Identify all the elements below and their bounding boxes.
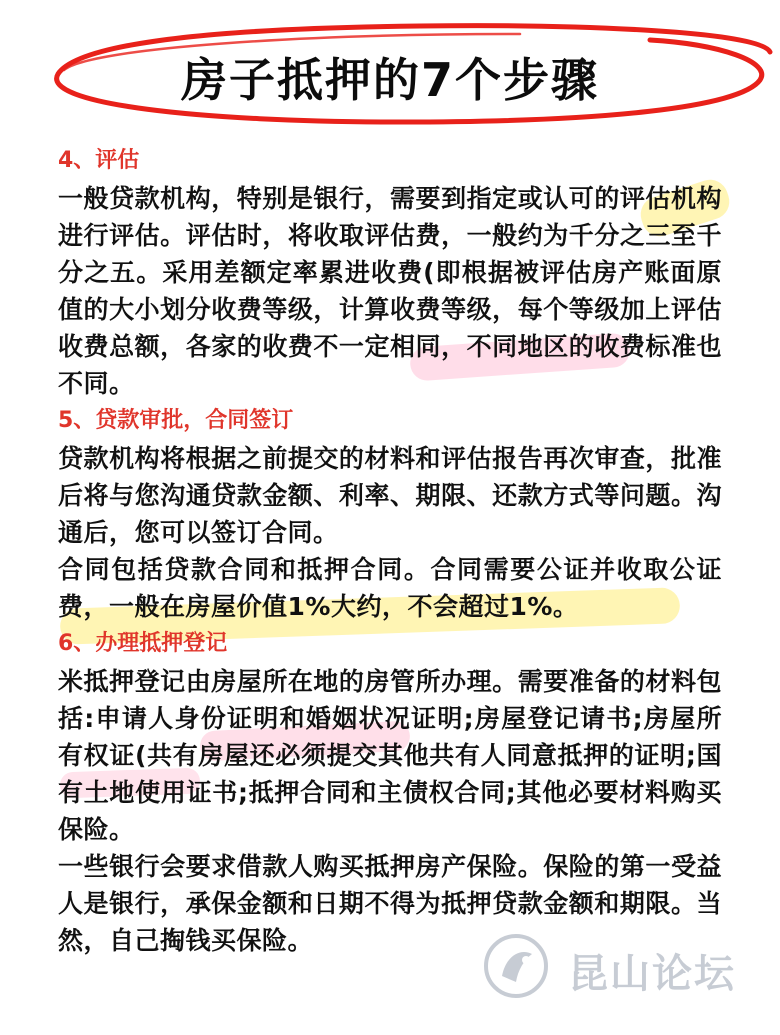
section-heading: 5、贷款审批，合同签订 xyxy=(58,408,294,433)
paragraph: 米抵押登记由房屋所在地的房管所办理。需要准备的材料包括:申请人身份证明和婚姻状况证明;房屋登记请书;房屋所有权证(共有房屋还必须提交其他共有人同意抵押的证明;国有土地使用证书;抵押合同和主债权合同;其他必要材料购买保险。 xyxy=(58,667,722,844)
section-text xyxy=(58,440,722,625)
section-text xyxy=(58,663,722,959)
section-heading: 4、评估 xyxy=(58,148,140,173)
section-mortgage-registration xyxy=(58,625,722,959)
section-loan-approval xyxy=(58,402,722,625)
title-banner xyxy=(0,0,780,140)
paragraph: 合同包括贷款合同和抵押合同。合同需要公证并收取公证费，一般在房屋价值1%大约，不会超过1%。 xyxy=(58,555,722,621)
watermark-text: 昆山论坛 xyxy=(568,951,736,997)
paragraph: 贷款机构将根据之前提交的材料和评估报告再次审查，批准后将与您沟通贷款金额、利率、期限、还款方式等问题。沟通后，您可以签订合同。 xyxy=(58,444,722,547)
paragraph: 一些银行会要求借款人购买抵押房产保险。保险的第一受益人是银行，承保金额和日期不得为抵押贷款金额和期限。当然，自己掏钱买保险。 xyxy=(58,852,722,955)
section-text xyxy=(58,180,722,402)
watermark xyxy=(480,930,770,1000)
paragraph: 一般贷款机构，特别是银行，需要到指定或认可的评估机构进行评估。评估时，将收取评估费，一般约为千分之三至千分之五。采用差额定率累进收费(即根据被评估房产账面原值的大小划分收费等级，计算收费等级，每个等级加上评估收费总额，各家的收费不一定相同，不同地区的收费标准也不同。 xyxy=(58,184,722,398)
forum-logo-icon xyxy=(480,930,558,1000)
section-evaluation xyxy=(58,142,722,402)
article-body xyxy=(58,142,722,959)
section-heading: 6、办理抵押登记 xyxy=(58,631,228,656)
page-title: 房子抵押的7个步骤 xyxy=(180,53,599,107)
